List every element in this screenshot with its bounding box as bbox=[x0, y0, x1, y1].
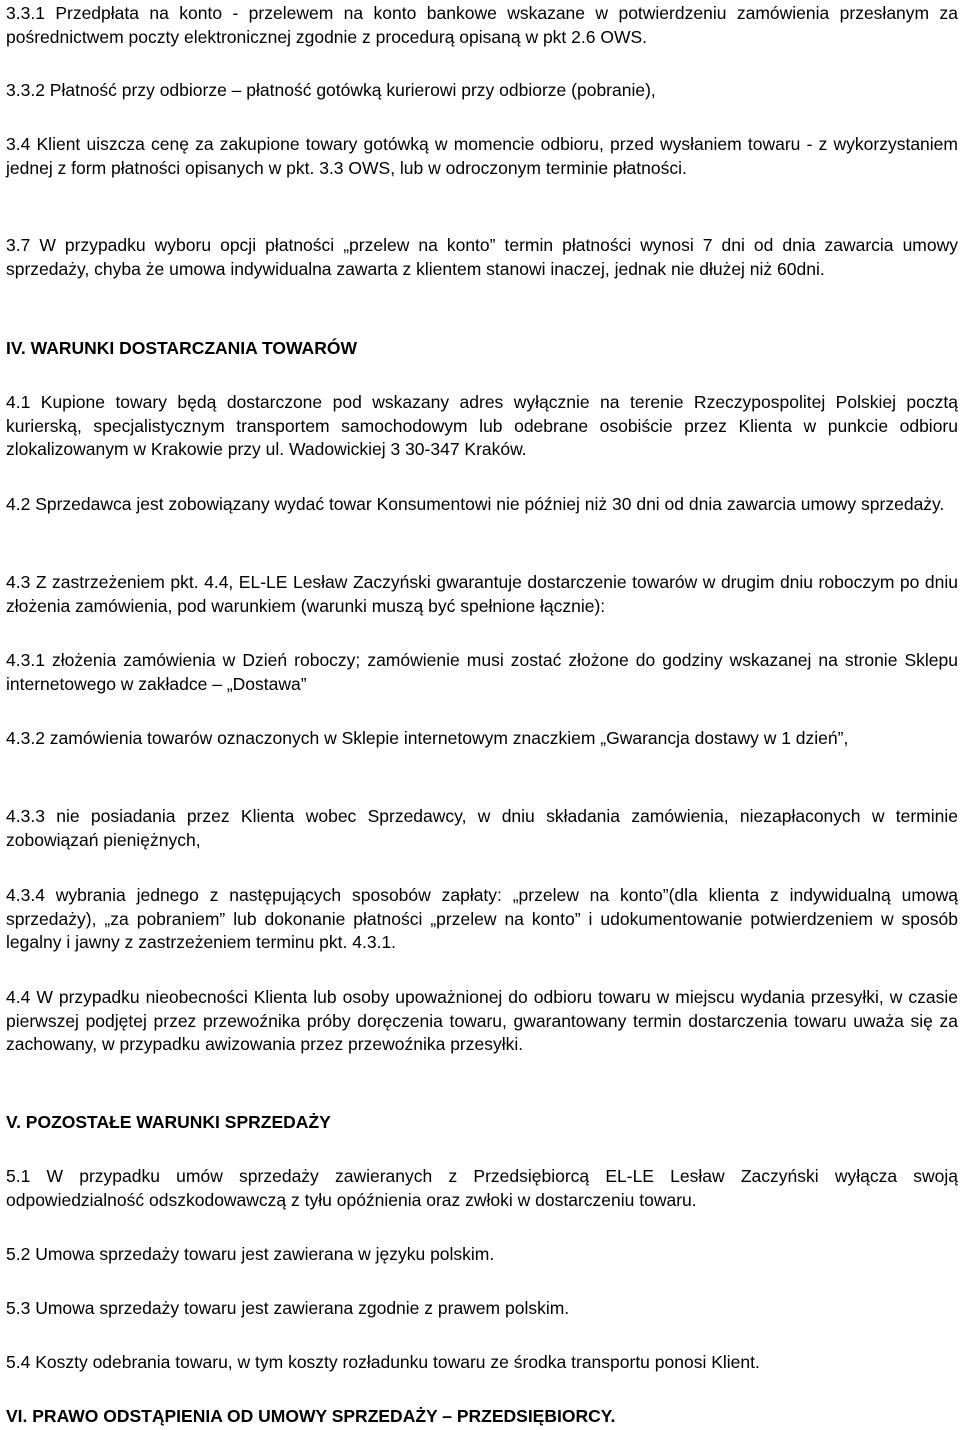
paragraph-5-1: 5.1 W przypadku umów sprzedaży zawieranych z Przedsiębiorcą EL-LE Lesław Zaczyński wyłącza swoją odpowiedzialność odszkodowawczą z tyłu opóźnienia oraz zwłoki w dostarczeniu towaru. bbox=[6, 1166, 958, 1210]
paragraph-4-1: 4.1 Kupione towary będą dostarczone pod wskazany adres wyłącznie na terenie Rzeczypospolitej Polskiej pocztą kurierską, specjalistycznym transportem samochodowym lub odebrane osobiście przez Klienta w punkcie odbioru zlokalizowanym w Krakowie przy ul. Wadowickiej 3 30-347 Kraków. bbox=[6, 392, 958, 459]
section-heading-v: V. POZOSTAŁE WARUNKI SPRZEDAŻY bbox=[6, 1112, 331, 1132]
paragraph-3-4: 3.4 Klient uiszcza cenę za zakupione towary gotówką w momencie odbioru, przed wysłaniem towaru - z wykorzystaniem jednej z form płatności opisanych w pkt. 3.3 OWS, lub w odroczonym terminie płatności. bbox=[6, 134, 958, 178]
paragraph-3-3-1: 3.3.1 Przedpłata na konto - przelewem na konto bankowe wskazane w potwierdzeniu zamówienia przesłanym za pośrednictwem poczty elektronicznej zgodnie z procedurą opisaną w pkt 2.6 OWS. bbox=[6, 3, 958, 47]
paragraph-5-4: 5.4 Koszty odebrania towaru, w tym koszty rozładunku towaru ze środka transportu ponosi Klient. bbox=[6, 1352, 760, 1372]
paragraph-5-2: 5.2 Umowa sprzedaży towaru jest zawierana w języku polskim. bbox=[6, 1244, 495, 1264]
section-heading-vi: VI. PRAWO ODSTĄPIENIA OD UMOWY SPRZEDAŻY – PRZEDSIĘBIORCY. bbox=[6, 1406, 616, 1426]
paragraph-4-2: 4.2 Sprzedawca jest zobowiązany wydać towar Konsumentowi nie później niż 30 dni od dnia zawarcia umowy sprzedaży. bbox=[6, 494, 945, 514]
paragraph-4-4: 4.4 W przypadku nieobecności Klienta lub osoby upoważnionej do odbioru towaru w miejscu wydania przesyłki, w czasie pierwszej podjętej przez przewoźnika próby doręczenia towaru, gwarantowany termin dostarczenia towaru uważa się za zachowany, w przypadku awizowania przez przewoźnika przesyłki. bbox=[6, 987, 958, 1054]
paragraph-4-3-4: 4.3.4 wybrania jednego z następujących sposobów zapłaty: „przelew na konto”(dla klienta z indywidualną umową sprzedaży), „za pobraniem” lub dokonanie płatności „przelew na konto” i udokumentowanie potwierdzeniem w sposób legalny i jawny z zastrzeżeniem terminu pkt. 4.3.1. bbox=[6, 885, 958, 952]
paragraph-4-3-3: 4.3.3 nie posiadania przez Klienta wobec Sprzedawcy, w dniu składania zamówienia, niezapłaconych w terminie zobowiązań pieniężnych, bbox=[6, 806, 958, 850]
paragraph-4-3-2: 4.3.2 zamówienia towarów oznaczonych w Sklepie internetowym znaczkiem „Gwarancja dostawy w 1 dzień”, bbox=[6, 728, 849, 748]
paragraph-5-3: 5.3 Umowa sprzedaży towaru jest zawierana zgodnie z prawem polskim. bbox=[6, 1298, 570, 1318]
paragraph-4-3: 4.3 Z zastrzeżeniem pkt. 4.4, EL-LE Lesław Zaczyński gwarantuje dostarczenie towarów w drugim dniu roboczym po dniu złożenia zamówienia, pod warunkiem (warunki muszą być spełnione łącznie): bbox=[6, 572, 958, 616]
section-heading-iv: IV. WARUNKI DOSTARCZANIA TOWARÓW bbox=[6, 338, 357, 358]
paragraph-3-3-2: 3.3.2 Płatność przy odbiorze – płatność gotówką kurierowi przy odbiorze (pobranie), bbox=[6, 80, 656, 100]
paragraph-3-7: 3.7 W przypadku wyboru opcji płatności „przelew na konto” termin płatności wynosi 7 dni od dnia zawarcia umowy sprzedaży, chyba że umowa indywidualna zawarta z klientem stanowi inaczej, jednak nie dłużej niż 60dni. bbox=[6, 235, 958, 279]
paragraph-4-3-1: 4.3.1 złożenia zamówienia w Dzień roboczy; zamówienie musi zostać złożone do godziny wskazanej na stronie Sklepu internetowego w zakładce – „Dostawa” bbox=[6, 650, 958, 694]
